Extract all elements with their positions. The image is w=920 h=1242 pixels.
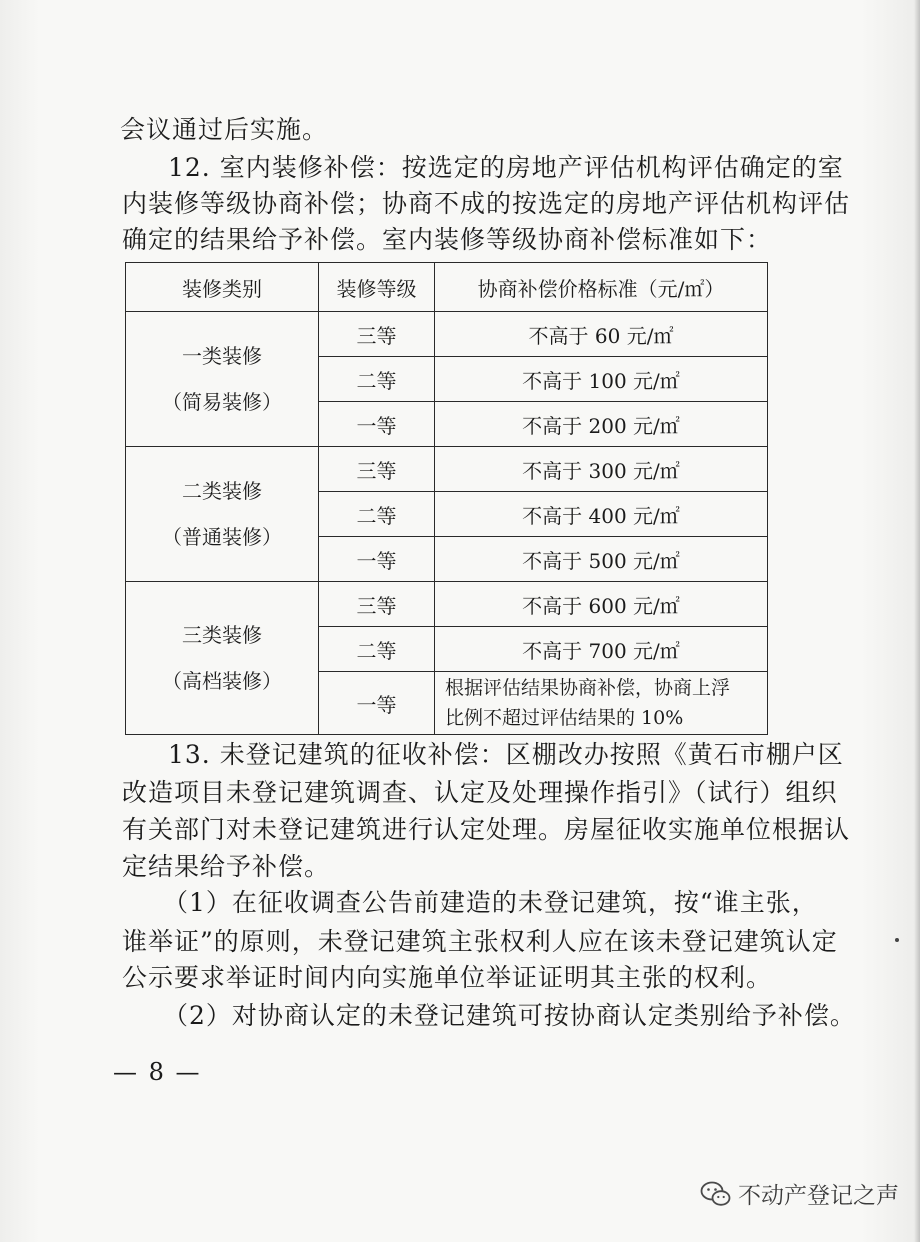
price-cell: 不高于 100 元/㎡ — [435, 357, 768, 402]
header-category: 装修类别 — [126, 263, 319, 312]
header-grade: 装修等级 — [319, 263, 435, 312]
scan-edge-shadow — [914, 0, 920, 1242]
category-name: 三类装修 — [182, 623, 262, 647]
clause-13-line-3: 有关部门对未登记建筑进行认定处理。房屋征收实施单位根据认 — [122, 815, 851, 844]
grade-cell: 一等 — [319, 537, 435, 582]
price-cell: 不高于 500 元/㎡ — [435, 537, 768, 582]
category-name: 二类装修 — [182, 479, 262, 503]
clause-13-line-2: 改造项目未登记建筑调查、认定及处理操作指引》（试行）组织 — [122, 778, 838, 807]
watermark-text: 不动产登记之声 — [738, 1183, 899, 1209]
watermark — [700, 1177, 899, 1210]
price-cell: 不高于 700 元/㎡ — [435, 627, 768, 672]
scan-speck — [895, 938, 899, 942]
table-row — [126, 582, 768, 627]
category-subname: （简易装修） — [162, 390, 282, 414]
item-1-line-2: 谁举证”的原则，未登记建筑主张权利人应在该未登记建筑认定 — [122, 927, 838, 956]
grade-cell: 二等 — [319, 357, 435, 402]
price-cell: 不高于 200 元/㎡ — [435, 402, 768, 447]
price-note-line: 比例不超过评估结果的 10% — [445, 707, 684, 729]
text-line: 会议通过后实施。 — [120, 115, 329, 144]
wechat-icon — [700, 1180, 732, 1208]
category-name: 一类装修 — [182, 344, 262, 368]
category-subname: （普通装修） — [162, 525, 282, 549]
clause-12-line-3: 确定的结果给予补偿。室内装修等级协商补偿标准如下： — [122, 225, 773, 254]
item-1-line-3: 公示要求举证时间内向实施单位举证证明其主张的权利。 — [122, 963, 773, 992]
grade-cell: 一等 — [319, 672, 435, 735]
header-price: 协商补偿价格标准（元/㎡） — [435, 263, 768, 312]
price-cell: 不高于 400 元/㎡ — [435, 492, 768, 537]
decoration-compensation-table — [125, 262, 768, 735]
category-cell — [126, 447, 319, 582]
price-cell: 不高于 60 元/㎡ — [435, 312, 768, 357]
grade-cell: 二等 — [319, 492, 435, 537]
table-header-row — [126, 263, 768, 312]
item-2-line-1: （2）对协商认定的未登记建筑可按协商认定类别给予补偿。 — [163, 1001, 856, 1030]
clause-12-line-2: 内装修等级协商补偿；协商不成的按选定的房地产评估机构评估 — [122, 189, 851, 218]
price-cell: 不高于 300 元/㎡ — [435, 447, 768, 492]
table-row — [126, 312, 768, 357]
price-cell — [435, 672, 768, 735]
clause-13-line-1: 13. 未登记建筑的征收补偿：区棚改办按照《黄石市棚户区 — [168, 740, 844, 769]
category-subname: （高档装修） — [162, 669, 282, 693]
grade-cell: 一等 — [319, 402, 435, 447]
grade-cell: 二等 — [319, 627, 435, 672]
price-note-line: 根据评估结果协商补偿，协商上浮 — [445, 677, 731, 699]
grade-cell: 三等 — [319, 447, 435, 492]
clause-13-line-4: 定结果给予补偿。 — [122, 852, 331, 881]
category-cell — [126, 582, 319, 735]
clause-12-line-1: 12. 室内装修补偿：按选定的房地产评估机构评估确定的室 — [168, 153, 844, 182]
page-number: — 8 — — [113, 1058, 202, 1086]
price-cell: 不高于 600 元/㎡ — [435, 582, 768, 627]
category-cell — [126, 312, 319, 447]
grade-cell: 三等 — [319, 312, 435, 357]
item-1-line-1: （1）在征收调查公告前建造的未登记建筑，按“谁主张， — [163, 888, 818, 917]
grade-cell: 三等 — [319, 582, 435, 627]
table-row — [126, 447, 768, 492]
